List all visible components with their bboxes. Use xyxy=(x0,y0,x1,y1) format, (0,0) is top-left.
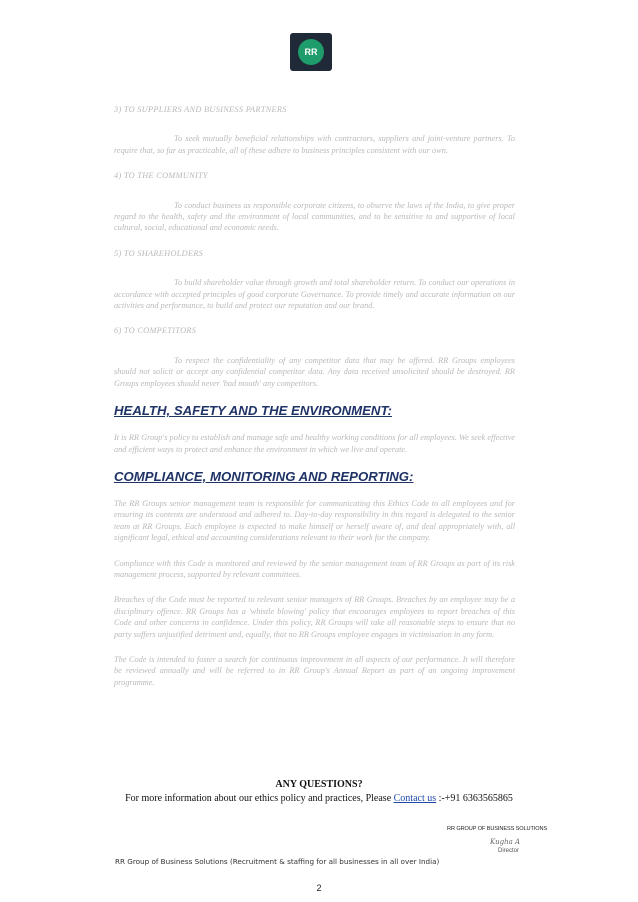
questions-title: ANY QUESTIONS? xyxy=(275,779,363,790)
logo-emblem xyxy=(298,39,324,65)
logo-text: RR xyxy=(304,47,318,57)
section-text-shareholders: To build shareholder value through growth and total shareholder return. To conduct our operations in accordance with accepted principles of good corporate Governance. To provide timely and accurate information on our activities and performance, to build and protect our reputation and our brand. xyxy=(114,278,515,311)
text-compliance-4: The Code is intended to foster a search for continuous improvement in all aspects of our performance. It will therefore be reviewed annually and will be referred to in RR Group's Annual Report as part of an ongoing improvement programme. xyxy=(114,654,515,687)
contact-us-link[interactable]: Contact us xyxy=(393,793,437,804)
signature-title: Director xyxy=(498,848,520,854)
page-number: 2 xyxy=(316,883,322,893)
questions-block xyxy=(0,779,638,804)
heading-health-safety: HEALTH, SAFETY AND THE ENVIRONMENT: xyxy=(114,403,392,419)
document-body xyxy=(114,104,515,702)
text-compliance-3: Breaches of the Code must be reported to relevant senior managers of RR Groups. Breaches by an employee may be a disciplinary offence. RR Groups has a 'whistle blowing' policy that encourages employees to report breaches of this Code and other concerns in confidence. Under this policy, RR Groups will take all reasonable steps to ensure that no party suffers unjustified detriment and, equally, that no RR Groups employee engages in victimisation in any form. xyxy=(114,595,515,639)
questions-line: For more information about our ethics policy and practices, Please Contact us :-+91 6363565865 xyxy=(125,793,513,804)
section-heading-suppliers: 3) TO SUPPLIERS AND BUSINESS PARTNERS xyxy=(114,105,287,114)
page-footer: RR Group of Business Solutions (Recruitment & staffing for all businesses in all over India) xyxy=(115,857,440,866)
section-text-community: To conduct business as responsible corporate citizens, to observe the laws of the India, to give proper regard to the health, safety and the environment of local communities, and to be sensitive to and supportive of local cultural, social, educational and economic needs. xyxy=(114,200,515,233)
section-text-suppliers: To seek mutually beneficial relationships with contractors, suppliers and joint-venture partners. To require that, so far as practicable, all of these adhere to business principles consistent with our own. xyxy=(114,134,515,155)
heading-compliance: COMPLIANCE, MONITORING AND REPORTING: xyxy=(114,468,414,484)
section-heading-competitors: 6) TO COMPETITORS xyxy=(114,326,197,336)
text-compliance-2: Compliance with this Code is monitored and reviewed by the senior management team of RR Groups as part of its risk management process, supported by relevant committees. xyxy=(114,558,515,579)
company-logo xyxy=(290,33,332,71)
text-health-safety: It is RR Group's policy to establish and manage safe and healthy working conditions for all employees. We seek effective and efficient ways to protect and enhance the environment in which we live and operate. xyxy=(114,433,515,454)
signature-scribble: Kugha A xyxy=(490,838,521,846)
signature-company: RR GROUP OF BUSINESS SOLUTIONS xyxy=(447,826,548,832)
text-compliance-1: The RR Groups senior management team is responsible for communicating this Ethics Code to all employees and for ensuring its contents are understood and adhered to. Day-to-day responsibility in this regard is delegated to the senior team at RR Groups. Each employee is expected to make himself or herself aware of, and deal appropriately with, all significant legal, ethical and accounting considerations relevant to their work for the company. xyxy=(114,498,515,543)
section-text-competitors: To respect the confidentiality of any competitor data that may be offered. RR Groups employees should not solicit or accept any confidential competitor data. Any data received unsolicited should be destroyed. RR Groups employees should never 'bad mouth' any competitors. xyxy=(114,355,515,388)
section-heading-shareholders: 5) TO SHAREHOLDERS xyxy=(114,248,204,258)
section-heading-community: 4) TO THE COMMUNITY xyxy=(114,171,208,181)
